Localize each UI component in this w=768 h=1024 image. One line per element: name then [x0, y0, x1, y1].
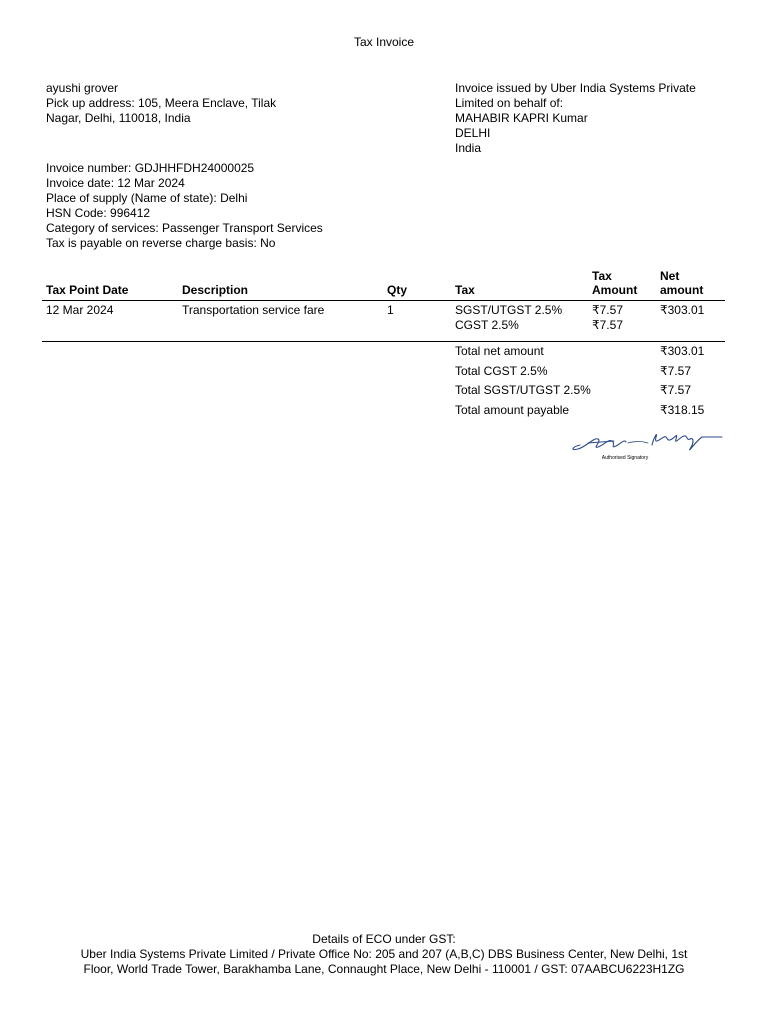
row-tax-amount-line: ₹7.57 — [592, 318, 623, 332]
row-tax-line: SGST/UTGST 2.5% — [455, 303, 563, 317]
customer-block — [46, 81, 306, 126]
issuer-city: DELHI — [455, 126, 491, 140]
row-tax — [455, 303, 562, 333]
table-row — [42, 303, 725, 342]
header-tax-point-date: Tax Point Date — [46, 283, 129, 297]
issuer-block — [455, 81, 735, 156]
document-title: Tax Invoice — [353, 35, 415, 49]
table-header — [42, 268, 725, 301]
total-value: ₹318.15 — [660, 403, 705, 418]
header-net-amount-line2: amount — [660, 283, 704, 297]
row-description: Transportation service fare — [182, 303, 325, 317]
hsn-code: HSN Code: 996412 — [46, 206, 151, 220]
customer-address-line1: Pick up address: 105, Meera Enclave, Tilak — [46, 96, 277, 110]
invoice-date: Invoice date: 12 Mar 2024 — [46, 176, 185, 190]
header-description: Description — [182, 283, 249, 297]
row-tax-amount — [592, 303, 623, 333]
row-qty: 1 — [387, 303, 394, 317]
header-qty: Qty — [387, 283, 408, 297]
row-tax-point-date: 12 Mar 2024 — [46, 303, 114, 317]
service-category: Category of services: Passenger Transport Services — [46, 221, 323, 235]
total-label: Total CGST 2.5% — [455, 363, 548, 378]
issuer-line2: Limited on behalf of: — [455, 96, 564, 110]
footer — [0, 932, 768, 977]
total-label: Total SGST/UTGST 2.5% — [455, 383, 591, 398]
total-value: ₹303.01 — [660, 344, 705, 358]
issuer-country: India — [455, 141, 482, 155]
customer-name: ayushi grover — [46, 81, 119, 95]
row-tax-line: CGST 2.5% — [455, 318, 519, 332]
total-row — [455, 364, 725, 384]
totals-block — [455, 344, 725, 423]
issuer-driver: MAHABIR KAPRI Kumar — [455, 111, 588, 125]
total-value: ₹7.57 — [660, 363, 691, 378]
header-tax: Tax — [455, 283, 475, 297]
total-label: Total net amount — [455, 344, 544, 358]
total-row — [455, 344, 725, 364]
total-row — [455, 383, 725, 403]
reverse-charge: Tax is payable on reverse charge basis: No — [46, 236, 276, 250]
footer-line2: Floor, World Trade Tower, Barakhamba Lane, Connaught Place, New Delhi - 110001 / GST: 07AABCU6223H1ZG — [83, 962, 685, 976]
customer-address-line2: Nagar, Delhi, 110018, India — [46, 111, 191, 125]
place-of-supply: Place of supply (Name of state): Delhi — [46, 191, 248, 205]
header-net-amount-line1: Net — [660, 269, 680, 283]
header-tax-amount-line2: Amount — [592, 283, 638, 297]
footer-heading: Details of ECO under GST: — [312, 932, 456, 946]
row-tax-amount-line: ₹7.57 — [592, 303, 623, 317]
issuer-line1: Invoice issued by Uber India Systems Private — [455, 81, 696, 95]
signature-caption: Authorised Signatory — [601, 455, 649, 461]
header-tax-amount — [592, 269, 637, 297]
row-net-amount: ₹303.01 — [660, 303, 705, 317]
total-row — [455, 403, 725, 423]
total-value: ₹7.57 — [660, 383, 691, 398]
total-label: Total amount payable — [455, 403, 570, 418]
invoice-meta — [46, 161, 323, 251]
footer-line1: Uber India Systems Private Limited / Private Office No: 205 and 207 (A,B,C) DBS Business Center, New Delhi, 1st — [80, 947, 688, 961]
header-tax-amount-line1: Tax — [592, 269, 612, 283]
invoice-number: Invoice number: GDJHHFDH24000025 — [46, 161, 255, 175]
header-net-amount — [660, 269, 703, 297]
